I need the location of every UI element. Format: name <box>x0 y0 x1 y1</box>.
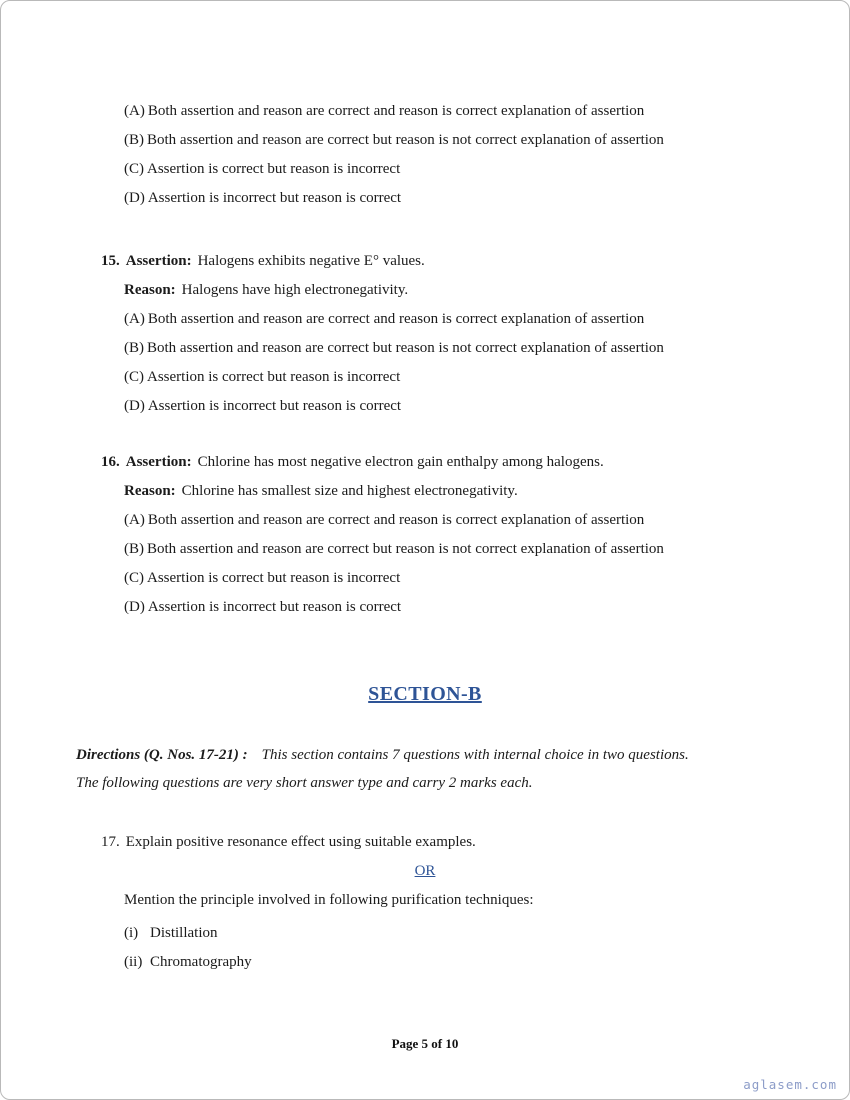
question-17-text: Explain positive resonance effect using suitable examples. <box>125 834 476 850</box>
option-b-label: (B) <box>124 541 144 557</box>
option-c-text: Assertion is correct but reason is incorrect <box>147 369 401 385</box>
section-b-heading <box>1 680 849 708</box>
option-b-label: (B) <box>124 132 144 148</box>
subpart-i-label: (i) <box>124 925 139 941</box>
option-a-label: (A) <box>124 311 145 327</box>
option-a-text: Both assertion and reason are correct and reason is correct explanation of assertion <box>147 311 645 327</box>
question-15-assertion-line <box>101 247 794 276</box>
option-c-label: (C) <box>124 570 144 586</box>
option-a-text: Both assertion and reason are correct and reason is correct explanation of assertion <box>147 103 645 119</box>
option-d <box>124 184 794 213</box>
question-16-number: 16. <box>101 454 120 470</box>
option-b-text: Both assertion and reason are correct but reason is not correct explanation of assertion <box>147 541 664 557</box>
assertion-label: Assertion: <box>125 454 192 470</box>
question-15-option-d <box>124 392 794 421</box>
subpart-ii-text: Chromatography <box>150 954 252 970</box>
assertion-label: Assertion: <box>125 253 192 269</box>
option-a-label: (A) <box>124 512 145 528</box>
question-15-option-a <box>124 305 794 334</box>
question-15-reason-line <box>124 276 794 305</box>
question-16-assertion-line <box>101 448 794 477</box>
option-c-label: (C) <box>124 369 144 385</box>
question-17-alternative <box>101 886 794 977</box>
question-17-text-line <box>101 828 794 857</box>
option-c-text: Assertion is correct but reason is incorrect <box>147 570 401 586</box>
option-b-label: (B) <box>124 340 144 356</box>
option-c-label: (C) <box>124 161 144 177</box>
question-17 <box>101 828 794 857</box>
option-d-text: Assertion is incorrect but reason is correct <box>147 398 402 414</box>
question-15-number: 15. <box>101 253 120 269</box>
option-c <box>124 155 794 184</box>
question-15-option-b <box>124 334 794 363</box>
subpart-i-text: Distillation <box>150 925 218 941</box>
directions-text-1: This section contains 7 questions with internal choice in two questions. <box>261 747 689 763</box>
assertion-text: Halogens exhibits negative E° values. <box>197 253 425 269</box>
question-17-alt-text: Mention the principle involved in following purification techniques: <box>124 892 534 908</box>
question-17-number: 17. <box>101 834 120 850</box>
directions-label: Directions (Q. Nos. 17-21) : <box>76 747 248 763</box>
option-a <box>124 97 794 126</box>
option-d-label: (D) <box>124 190 145 206</box>
reason-text: Halogens have high electronegativity. <box>181 282 409 298</box>
question-15 <box>101 247 794 421</box>
question-16-option-c <box>124 564 794 593</box>
subpart-i <box>124 919 794 948</box>
subpart-ii-label: (ii) <box>124 954 143 970</box>
subpart-ii <box>124 948 794 977</box>
previous-question-options <box>124 97 794 213</box>
directions-text-2: The following questions are very short answer type and carry 2 marks each. <box>76 775 533 791</box>
question-16-reason-line <box>124 477 794 506</box>
option-d-label: (D) <box>124 398 145 414</box>
page-number-footer: Page 5 of 10 <box>391 1036 459 1051</box>
or-separator <box>1 857 849 886</box>
section-b-directions <box>76 741 794 797</box>
option-a-text: Both assertion and reason are correct and reason is correct explanation of assertion <box>147 512 645 528</box>
directions-line-1 <box>76 741 794 769</box>
reason-label: Reason: <box>124 483 176 499</box>
option-b <box>124 126 794 155</box>
aglasem-watermark-link[interactable]: aglasem.com <box>743 1077 837 1092</box>
option-b-text: Both assertion and reason are correct but reason is not correct explanation of assertion <box>147 132 664 148</box>
or-label: OR <box>414 863 436 879</box>
question-15-option-c <box>124 363 794 392</box>
option-c-text: Assertion is correct but reason is incorrect <box>147 161 401 177</box>
question-16-option-a <box>124 506 794 535</box>
option-d-text: Assertion is incorrect but reason is correct <box>147 599 402 615</box>
reason-label: Reason: <box>124 282 176 298</box>
section-b-title: SECTION-B <box>368 683 482 705</box>
assertion-text: Chlorine has most negative electron gain enthalpy among halogens. <box>197 454 604 470</box>
question-16-option-b <box>124 535 794 564</box>
reason-text: Chlorine has smallest size and highest electronegativity. <box>181 483 518 499</box>
question-16 <box>101 448 794 622</box>
question-16-option-d <box>124 593 794 622</box>
option-d-label: (D) <box>124 599 145 615</box>
option-b-text: Both assertion and reason are correct but reason is not correct explanation of assertion <box>147 340 664 356</box>
option-a-label: (A) <box>124 103 145 119</box>
option-d-text: Assertion is incorrect but reason is correct <box>147 190 402 206</box>
